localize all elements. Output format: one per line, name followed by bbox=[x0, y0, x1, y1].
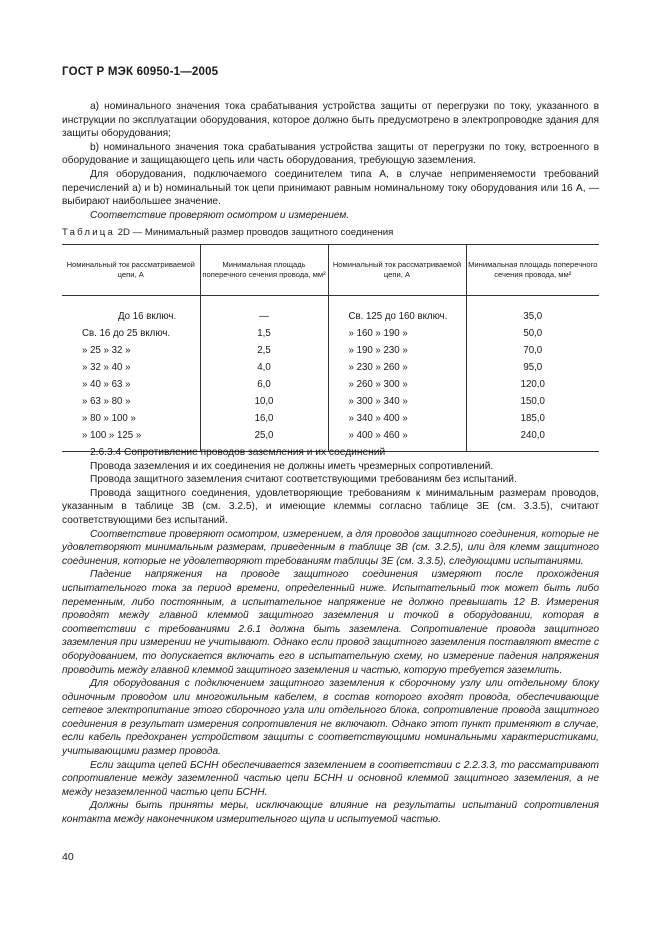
cell-area: 120,0 bbox=[520, 379, 545, 390]
table-row bbox=[62, 342, 599, 359]
cell-current: До 16 включ. bbox=[62, 296, 200, 326]
header-current-1: Номинальный ток рассматриваемой цепи, А bbox=[62, 245, 200, 296]
item-a: а) номинального значения тока срабатывания устройства защиты от перегрузки по току, указанного в инструкции по эксплуатации оборудования, которое должно быть предусмотрено в электропроводке здания для защиты оборудования; bbox=[62, 101, 599, 140]
intro-block bbox=[62, 100, 599, 222]
section-paragraph: Если защита цепей БСНН обеспечивается заземлением в соответствии с 2.2.3.3, то рассматривают сопротивление между заземленной частью цепи БСНН и основной клеммой защитного заземления, а не между незаземленной частью цепи БСНН. bbox=[62, 759, 599, 798]
table-row bbox=[62, 376, 599, 393]
cell-area: 2,5 bbox=[200, 342, 328, 359]
cell-current: » 25 » 32 » bbox=[62, 342, 200, 359]
cell-current: » 32 » 40 » bbox=[62, 359, 200, 376]
document-header: ГОСТ Р МЭК 60950-1—2005 bbox=[62, 66, 219, 78]
page-number: 40 bbox=[62, 851, 74, 863]
cell-area: 35,0 bbox=[523, 311, 543, 322]
header-area-2: Минимальная площадь поперечного сечения провода, мм² bbox=[466, 245, 599, 296]
cell-current: » 400 » 460 » bbox=[328, 427, 466, 452]
section-paragraph: Провода защитного заземления считают соответствующими требованиям без испытаний. bbox=[90, 474, 517, 486]
compliance-note: Соответствие проверяют осмотром и измерением. bbox=[90, 209, 350, 221]
table-caption-label: 2D — Минимальный размер проводов защитного соединения bbox=[117, 227, 394, 238]
section-heading: 2.6.3.4 Сопротивление проводов заземления и их соединений bbox=[90, 447, 386, 458]
cell-area: 1,5 bbox=[200, 325, 328, 342]
item-b: b) номинального значения тока срабатывания устройства защиты от перегрузки по току, встроенного в оборудование и защищающего цепь или часть оборудования, требующую заземления. bbox=[62, 141, 599, 167]
table-row bbox=[62, 296, 599, 326]
section-paragraph: Провода защитного соединения, удовлетворяющие требованиям к минимальным размерам проводов, указанным в таблице 3В (см. 3.2.5), и имеющие клеммы согласно таблице 3Е (см. 3.3.5), считают соответствующими без испытаний. bbox=[62, 487, 599, 526]
cell-area: 10,0 bbox=[200, 393, 328, 410]
table-header-row bbox=[62, 245, 599, 296]
cell-current: » 230 » 260 » bbox=[328, 359, 466, 376]
cell-area: 95,0 bbox=[523, 362, 543, 373]
cell-current: » 260 » 300 » bbox=[328, 376, 466, 393]
cell-area: 150,0 bbox=[520, 396, 545, 407]
section-paragraph: Провода заземления и их соединения не должны иметь чрезмерных сопротивлений. bbox=[90, 460, 494, 472]
cell-current: » 80 » 100 » bbox=[62, 410, 200, 427]
table-row bbox=[62, 325, 599, 342]
conductor-size-table bbox=[62, 244, 599, 452]
cell-current: Св. 16 до 25 включ. bbox=[62, 325, 200, 342]
cell-area: 16,0 bbox=[200, 410, 328, 427]
section-paragraph: Соответствие проверяют осмотром, измерением, а для проводов защитного соединения, которые не удовлетворяют минимальным размерам, приведенным в таблице 3В (см. 3.2.5), или для клемм защитного соединения, которые не удовлетворяют требованиям таблицы 3Е (см. 3.3.5), следующими испытаниями. bbox=[62, 528, 599, 567]
cell-current: » 190 » 230 » bbox=[328, 342, 466, 359]
table-row bbox=[62, 393, 599, 410]
table-row bbox=[62, 410, 599, 427]
cell-area: 50,0 bbox=[523, 328, 543, 339]
cell-current: » 40 » 63 » bbox=[62, 376, 200, 393]
table-caption-prefix: Таблица bbox=[62, 227, 116, 238]
section-paragraph: Для оборудования с подключением защитного заземления к сборочному узлу или отдельному блоку одиночным проводом или многожильным кабелем, в состав которого входят провода, обеспечивающие сетевое электропитание этого сборочного узла или отдельного блока, сопротивление провода защитного соединения в результат измерения сопротивления не включают. Однако этот пункт применяют в случае, если кабель предохранен устройством защиты с соответствующими номинальными характеристиками, учитывающими размер провода. bbox=[62, 678, 599, 758]
header-area-1: Минимальная площадь поперечного сечения провода, мм² bbox=[200, 245, 328, 296]
section-paragraph: Должны быть приняты меры, исключающие влияние на результаты испытаний сопротивления контакта между наконечником измерительного щупа и испытуемой частью. bbox=[62, 800, 599, 826]
cell-area: 185,0 bbox=[520, 413, 545, 424]
cell-current: Св. 125 до 160 включ. bbox=[328, 296, 466, 326]
table-row bbox=[62, 359, 599, 376]
cell-area: 25,0 bbox=[200, 427, 328, 452]
cell-current: » 160 » 190 » bbox=[328, 325, 466, 342]
cell-area: 70,0 bbox=[523, 345, 543, 356]
cell-current: » 300 » 340 » bbox=[328, 393, 466, 410]
cell-area: 6,0 bbox=[200, 376, 328, 393]
cell-current: » 63 » 80 » bbox=[62, 393, 200, 410]
section-block bbox=[62, 446, 599, 827]
table-caption bbox=[62, 227, 393, 238]
cell-area: 240,0 bbox=[466, 427, 599, 452]
type-a-paragraph: Для оборудования, подключаемого соединителем типа А, в случае неприменяемости требований перечислений а) и b) номинальный ток цепи принимают равным номинальному току оборудования или 16 А, — выбирают наибольшее значение. bbox=[62, 168, 599, 208]
header-current-2: Номинальный ток рассматриваемой цепи, А bbox=[328, 245, 466, 296]
cell-area: 4,0 bbox=[200, 359, 328, 376]
cell-area: — bbox=[200, 296, 328, 326]
cell-current: » 100 » 125 » bbox=[62, 427, 200, 452]
section-paragraph: Падение напряжения на проводе защитного соединения измеряют после прохождения испытательного тока за период времени, определенный ниже. Испытательный ток может быть либо переменным, либо постоянным, а испытательное напряжение не должно превышать 12 В. Измерения проводят между главной клеммой защитного заземления и точкой в оборудовании, которая в соответствии с требованиями 2.6.1 должна быть заземлена. Сопротивление провода защитного заземления при измерении не учитывают. Однако если провод защитного заземления поставляют вместе с оборудованием, то допускается включать его в испытательную схему, но измерение падения напряжения проводить между главной клеммой защитного заземления и частью, которую требуется заземлить. bbox=[62, 569, 599, 676]
cell-current: » 340 » 400 » bbox=[328, 410, 466, 427]
